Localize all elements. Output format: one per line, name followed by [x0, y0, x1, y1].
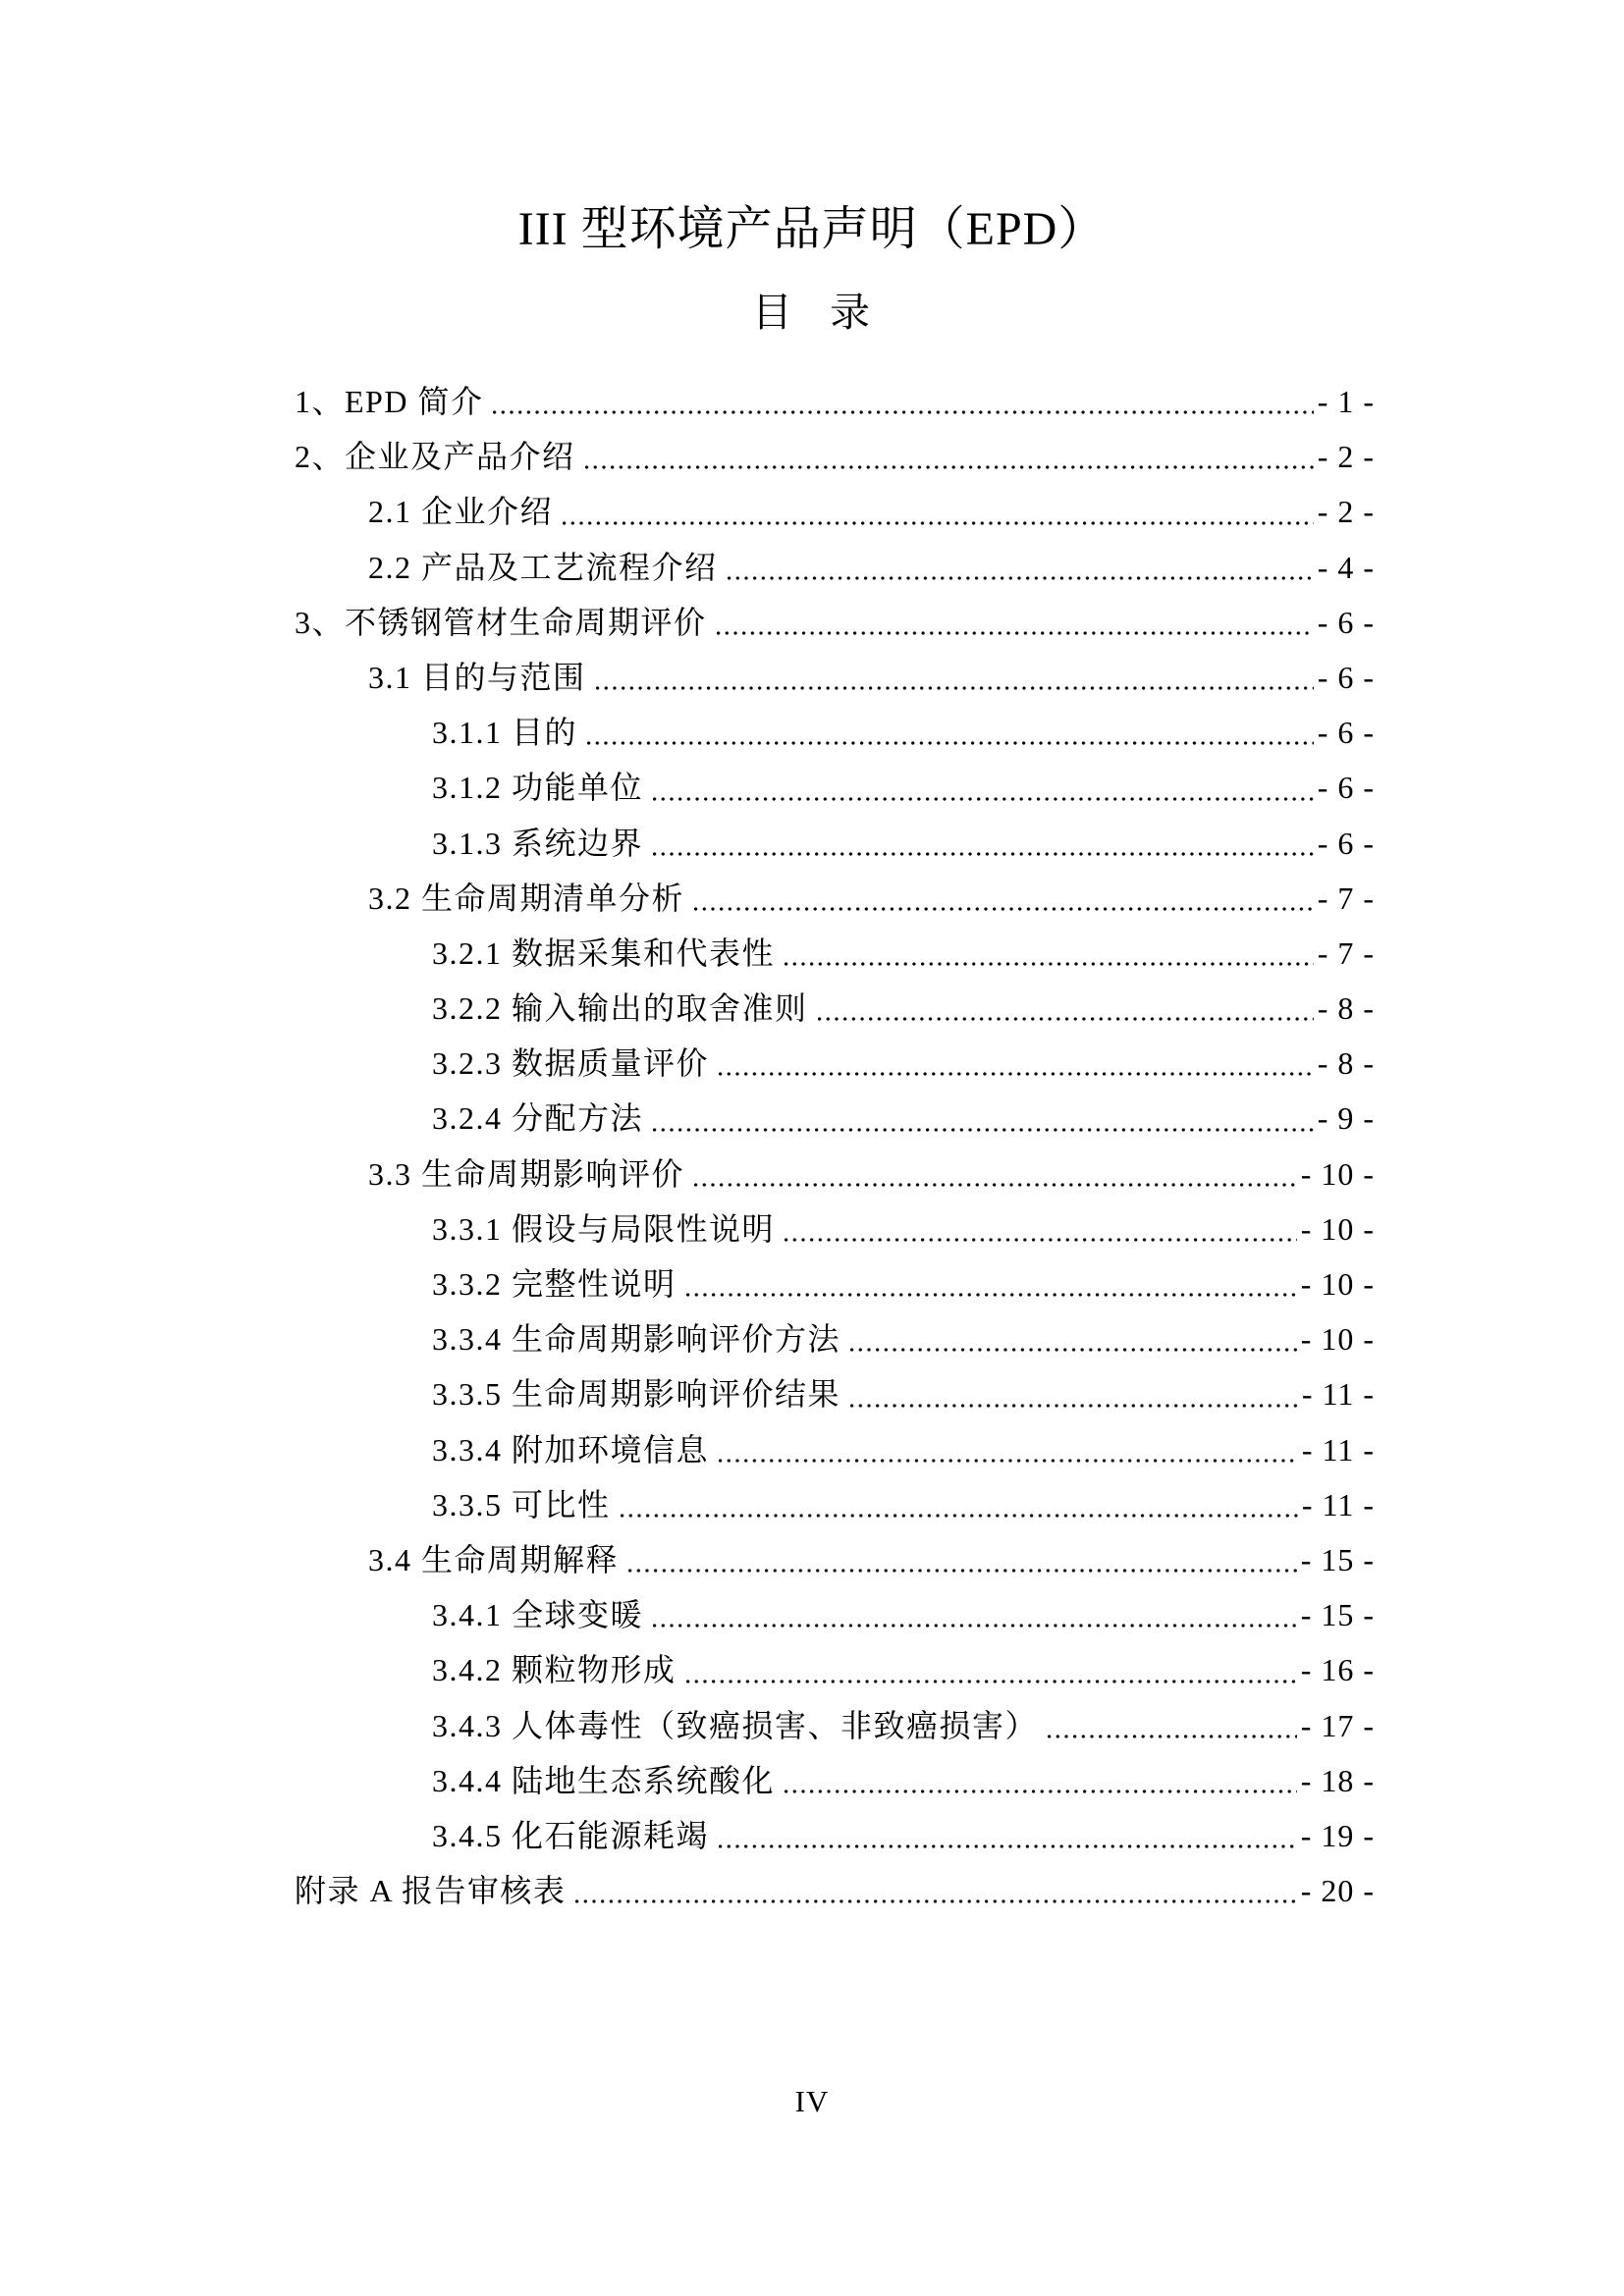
dotted-leader: [575, 1899, 1296, 1903]
toc-entry-page-number: - 6 -: [1317, 604, 1375, 640]
toc-entry-page-number: - 16 -: [1300, 1652, 1375, 1688]
dotted-leader: [785, 1238, 1297, 1242]
toc-entry-label: 3.1.1 目的: [432, 715, 578, 751]
toc-entry-label: 3.4.2 颗粒物形成: [432, 1652, 677, 1688]
dotted-leader: [694, 907, 1314, 911]
toc-entry-label: 3.1.2 功能单位: [432, 770, 644, 806]
toc-entry[interactable]: [295, 1147, 1375, 1201]
toc-entry[interactable]: [295, 1091, 1375, 1146]
toc-entry-label: 3.3.4 生命周期影响评价方法: [432, 1321, 841, 1358]
toc-entry-page-number: - 7 -: [1317, 934, 1375, 971]
toc-entry-page-number: - 10 -: [1300, 1210, 1375, 1247]
toc-entry-page-number: - 6 -: [1317, 825, 1375, 861]
toc-entry-page-number: - 1 -: [1317, 384, 1375, 419]
dotted-leader: [653, 797, 1314, 801]
dotted-leader: [686, 1680, 1297, 1683]
toc-entry-page-number: - 2 -: [1317, 494, 1375, 530]
toc-entry[interactable]: [295, 429, 1375, 484]
toc-entry-page-number: - 10 -: [1300, 1321, 1375, 1358]
dotted-leader: [785, 962, 1314, 966]
toc-entry[interactable]: [295, 374, 1375, 429]
toc-entry-label: 3.3.5 可比性: [432, 1486, 611, 1522]
toc-entry-label: 3.3.1 假设与局限性说明: [432, 1210, 776, 1247]
toc-entry-page-number: - 10 -: [1300, 1266, 1375, 1302]
dotted-leader: [719, 1844, 1297, 1848]
toc-entry-label: 3.3.5 生命周期影响评价结果: [432, 1376, 841, 1413]
toc-entry-label: 3.1.3 系统边界: [432, 825, 644, 861]
toc-entry-label: 3.2.3 数据质量评价: [432, 1045, 710, 1082]
dotted-leader: [719, 1459, 1298, 1463]
dotted-leader: [728, 576, 1314, 580]
toc-entry-label: 3.2 生命周期清单分析: [368, 880, 685, 916]
toc-entry-label: 3.4.4 陆地生态系统酸化: [432, 1762, 776, 1798]
toc-entry-page-number: - 7 -: [1317, 880, 1375, 916]
dotted-leader: [850, 1404, 1298, 1408]
dotted-leader: [694, 1183, 1297, 1187]
toc-entry-page-number: - 20 -: [1300, 1873, 1375, 1909]
toc-entry-label: 3.2.2 输入输出的取舍准则: [432, 990, 808, 1027]
dotted-leader: [719, 1072, 1314, 1076]
dotted-leader: [653, 1128, 1314, 1132]
page-number-footer: IV: [794, 2084, 830, 2118]
toc-entry-label: 3、不锈钢管材生命周期评价: [295, 604, 707, 640]
toc-entry-label: 3.2.4 分配方法: [432, 1100, 644, 1137]
toc-entry[interactable]: [295, 650, 1375, 705]
toc-entry[interactable]: [295, 1698, 1375, 1753]
toc-entry-label: 3.3.2 完整性说明: [432, 1266, 677, 1302]
dotted-leader: [587, 741, 1314, 745]
dotted-leader: [653, 852, 1314, 856]
toc-entry-label: 3.3 生命周期影响评价: [368, 1155, 685, 1192]
dotted-leader: [493, 410, 1313, 414]
dotted-leader: [785, 1789, 1297, 1793]
toc-entry[interactable]: [295, 1311, 1375, 1366]
toc-entry-page-number: - 8 -: [1317, 990, 1375, 1027]
toc-entry-page-number: - 11 -: [1301, 1486, 1375, 1522]
dotted-leader: [585, 465, 1314, 469]
toc-entry-label: 3.2.1 数据采集和代表性: [432, 934, 776, 971]
toc-entry[interactable]: [295, 484, 1375, 539]
toc-entry[interactable]: [295, 1863, 1375, 1918]
toc-entry[interactable]: [295, 1642, 1375, 1697]
dotted-leader: [818, 1017, 1314, 1021]
toc-entry-label: 2.1 企业介绍: [368, 494, 554, 530]
toc-entry[interactable]: [295, 1201, 1375, 1256]
toc-entry-page-number: - 2 -: [1317, 439, 1375, 475]
toc-entry-label: 3.4.3 人体毒性（致癌损害、非致癌损害）: [432, 1707, 1039, 1743]
toc-entry[interactable]: [295, 705, 1375, 760]
toc-entry[interactable]: [295, 1422, 1375, 1477]
toc-entry-label: 2.2 产品及工艺流程介绍: [368, 549, 718, 585]
dotted-leader: [563, 521, 1314, 525]
toc-entry[interactable]: [295, 981, 1375, 1036]
toc-entry-label: 1、EPD 简介: [295, 384, 484, 419]
toc-entry[interactable]: [295, 1808, 1375, 1863]
toc-entry-label: 3.4.5 化石能源耗竭: [432, 1817, 710, 1853]
dotted-leader: [596, 686, 1314, 690]
toc-entry[interactable]: [295, 871, 1375, 926]
toc-entry-page-number: - 4 -: [1317, 549, 1375, 585]
toc-entry-page-number: - 11 -: [1301, 1431, 1375, 1468]
toc-entry-label: 3.1 目的与范围: [368, 659, 586, 695]
toc-entry[interactable]: [295, 1753, 1375, 1808]
dotted-leader: [653, 1624, 1297, 1628]
toc-entry-page-number: - 15 -: [1300, 1597, 1375, 1633]
toc-entry[interactable]: [295, 1036, 1375, 1091]
toc-entry[interactable]: [295, 1587, 1375, 1642]
toc-entry-page-number: - 10 -: [1300, 1155, 1375, 1192]
toc-entry-page-number: - 19 -: [1300, 1817, 1375, 1853]
toc-entry-page-number: - 15 -: [1300, 1541, 1375, 1577]
dotted-leader: [621, 1514, 1298, 1518]
dotted-leader: [686, 1293, 1297, 1297]
toc-entry-page-number: - 17 -: [1300, 1707, 1375, 1743]
toc-entry-page-number: - 11 -: [1301, 1376, 1375, 1413]
toc-heading: 目 录: [751, 290, 873, 335]
toc-entry[interactable]: [295, 816, 1375, 871]
toc-entry-label: 3.3.4 附加环境信息: [432, 1431, 710, 1468]
toc-entry[interactable]: [295, 1532, 1375, 1587]
table-of-contents: [295, 374, 1375, 1918]
toc-entry[interactable]: [295, 595, 1375, 650]
toc-entry-label: 3.4.1 全球变暖: [432, 1597, 644, 1633]
toc-entry-page-number: - 6 -: [1317, 715, 1375, 751]
toc-entry-label: 3.4 生命周期解释: [368, 1541, 620, 1577]
toc-entry-label: 2、企业及产品介绍: [295, 439, 575, 475]
toc-entry[interactable]: [295, 1256, 1375, 1311]
document-title: III 型环境产品声明（EPD）: [517, 203, 1107, 255]
toc-entry[interactable]: [295, 1366, 1375, 1421]
dotted-leader: [850, 1348, 1297, 1352]
toc-entry-page-number: - 6 -: [1317, 770, 1375, 806]
toc-entry[interactable]: [295, 926, 1375, 981]
toc-entry-page-number: - 8 -: [1317, 1045, 1375, 1082]
toc-entry-page-number: - 18 -: [1300, 1762, 1375, 1798]
toc-entry[interactable]: [295, 760, 1375, 815]
toc-entry-label: 附录 A 报告审核表: [295, 1873, 567, 1909]
dotted-leader: [628, 1569, 1297, 1573]
toc-entry-page-number: - 9 -: [1317, 1100, 1375, 1137]
toc-entry-page-number: - 6 -: [1317, 659, 1375, 695]
dotted-leader: [717, 631, 1314, 635]
dotted-leader: [1048, 1735, 1297, 1738]
toc-entry[interactable]: [295, 1477, 1375, 1532]
toc-entry[interactable]: [295, 540, 1375, 595]
